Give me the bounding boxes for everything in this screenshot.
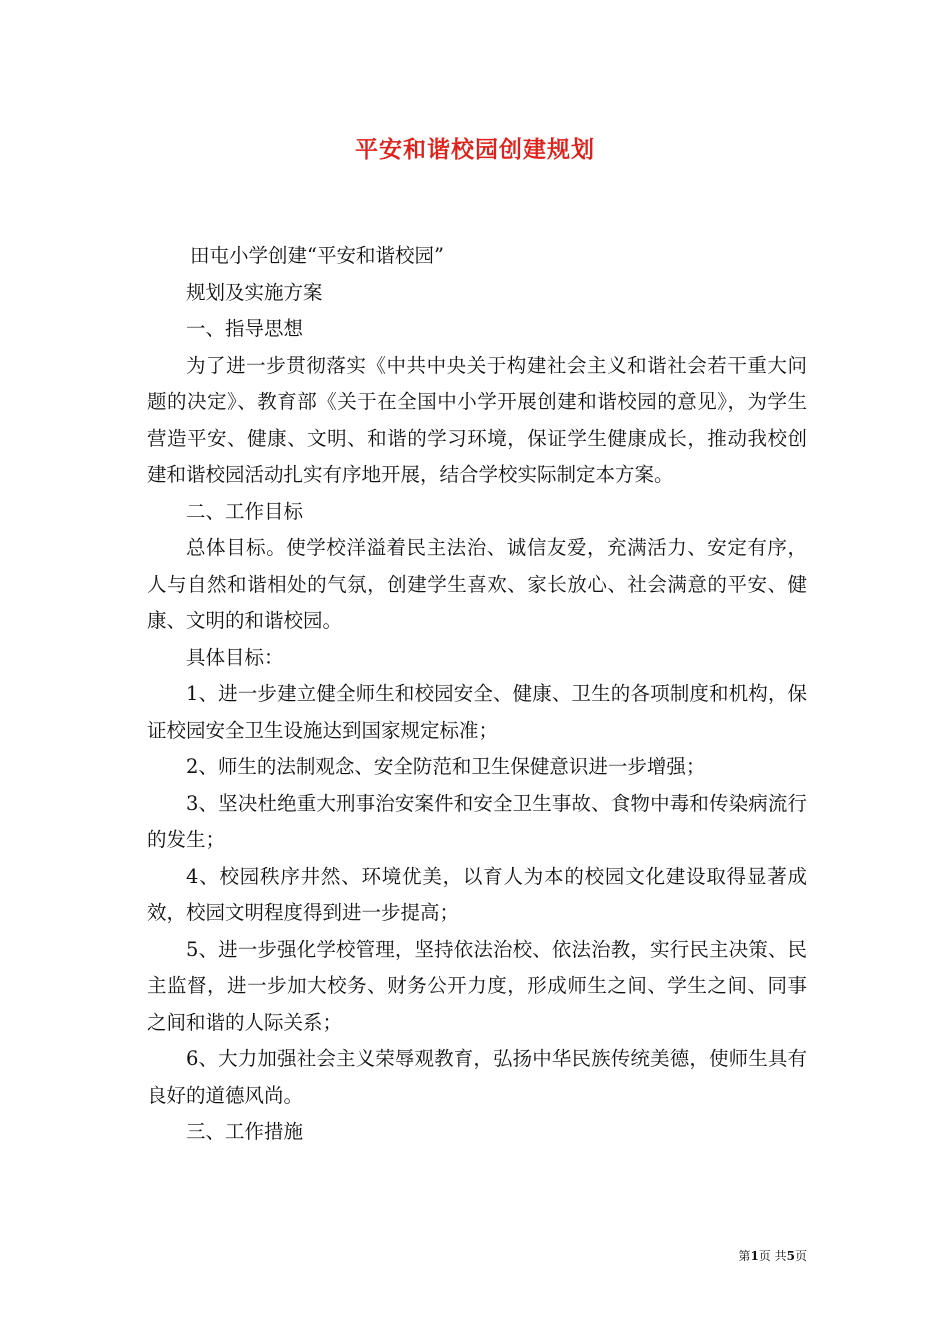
subheading-specific-goals: 具体目标： — [186, 645, 284, 669]
paragraph-plan-subtitle: 规划及实施方案 — [186, 280, 323, 304]
list-item: 5、进一步强化学校管理，坚持依法治校、依法治教，实行民主决策、民主监督，进一步加大校务、财务公开力度，形成师生之间、学生之间、同事之间和谐的人际关系； — [147, 937, 807, 1034]
page-number-footer — [738, 1247, 807, 1264]
list-item: 1、进一步建立健全师生和校园安全、健康、卫生的各项制度和机构，保证校园安全卫生设施达到国家规定标准； — [147, 682, 807, 742]
section-heading-work-goals: 二、工作目标 — [186, 499, 304, 523]
paragraph-school-name: 田屯小学创建“平安和谐校园” — [190, 244, 444, 267]
paragraph: 为了进一步贯彻落实《中共中央关于构建社会主义和谐社会若干重大问题的决定》、教育部《关于在全国中小学开展创建和谐校园的意见》，为学生营造平安、健康、文明、和谐的学习环境，保证学生健康成长，推动我校创建和谐校园活动扎实有序地开展，结合学校实际制定本方案。 — [147, 353, 807, 486]
list-item: 3、坚决杜绝重大刑事治安案件和安全卫生事故、食物中毒和传染病流行的发生； — [147, 791, 807, 851]
list-item: 2、师生的法制观念、安全防范和卫生保健意识进一步增强； — [186, 755, 706, 778]
paragraph: 总体目标。使学校洋溢着民主法治、诚信友爱，充满活力、安定有序，人与自然和谐相处的气氛，创建学生喜欢、家长放心、社会满意的平安、健康、文明的和谐校园。 — [147, 536, 807, 632]
section-heading-guiding-ideology: 一、指导思想 — [186, 317, 304, 340]
document-body — [147, 238, 807, 1151]
list-item: 6、大力加强社会主义荣辱观教育，弘扬中华民族传统美德，使师生具有良好的道德风尚。 — [147, 1047, 807, 1107]
footer-prefix: 第 — [738, 1249, 751, 1263]
footer-suffix: 页 — [794, 1249, 807, 1263]
footer-middle: 页 共 — [758, 1249, 787, 1263]
current-page-number: 1 — [750, 1249, 759, 1263]
section-heading-work-measures: 三、工作措施 — [186, 1120, 304, 1143]
list-item: 4、校园秩序井然、环境优美，以育人为本的校园文化建设取得显著成效，校园文明程度得到进一步提高； — [147, 864, 807, 924]
total-page-count: 5 — [786, 1249, 795, 1263]
document-title: 平安和谐校园创建规划 — [355, 136, 595, 163]
